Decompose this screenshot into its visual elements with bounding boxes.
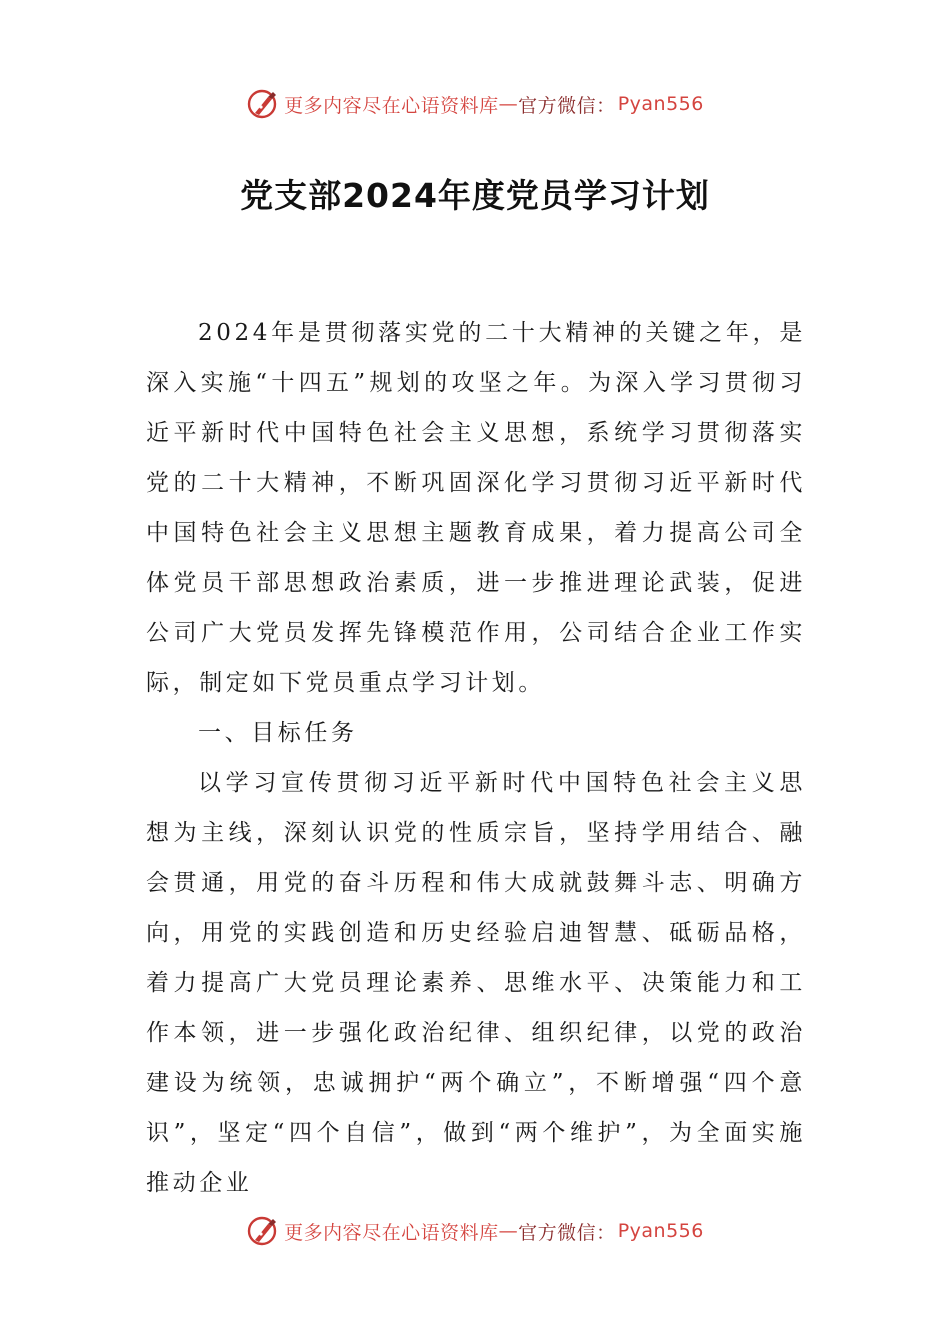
- footer-watermark: [0, 1211, 950, 1251]
- pen-nib-logo-icon: [246, 87, 280, 121]
- pen-nib-logo-icon: [246, 1214, 280, 1248]
- watermark-separator: —: [498, 93, 519, 115]
- header-watermark: [0, 84, 950, 124]
- watermark-text: 更多内容尽在心语资料库: [284, 94, 499, 117]
- goals-paragraph: 以学习宣传贯彻习近平新时代中国特色社会主义思想为主线，深刻认识党的性质宗旨，坚持学用结合、融会贯通，用党的奋斗历程和伟大成就鼓舞斗志、明确方向，用党的实践创造和历史经验启迪智慧、砥砺品格，着力提高广大党员理论素养、思维水平、决策能力和工作本领，进一步强化政治纪律、组织纪律，以党的政治建设为统领，忠诚拥护“两个确立”，不断增强“四个意识”，坚定“四个自信”，做到“两个维护”，为全面实施推动企业: [146, 770, 806, 1196]
- document-title: 党支部2024年度党员学习计划: [240, 176, 710, 215]
- watermark-text: 更多内容尽在心语资料库: [284, 1221, 499, 1244]
- watermark-wechat-id: Pyan556: [617, 1220, 704, 1242]
- watermark-wechat-label: 官方微信：: [518, 94, 616, 117]
- watermark-wechat-id: Pyan556: [617, 93, 704, 115]
- intro-paragraph: 2024年是贯彻落实党的二十大精神的关键之年，是深入实施“十四五”规划的攻坚之年。为深入学习贯彻习近平新时代中国特色社会主义思想，系统学习贯彻落实党的二十大精神，不断巩固深化学习贯彻习近平新时代中国特色社会主义思想主题教育成果，着力提高公司全体党员干部思想政治素质，进一步推进理论武装，促进公司广大党员发挥先锋模范作用，公司结合企业工作实际，制定如下党员重点学习计划。: [146, 320, 806, 696]
- watermark-separator: —: [498, 1220, 519, 1242]
- watermark-wechat-label: 官方微信：: [518, 1221, 616, 1244]
- document-body: [146, 308, 806, 1208]
- section-heading-goals: 一、目标任务: [198, 720, 358, 746]
